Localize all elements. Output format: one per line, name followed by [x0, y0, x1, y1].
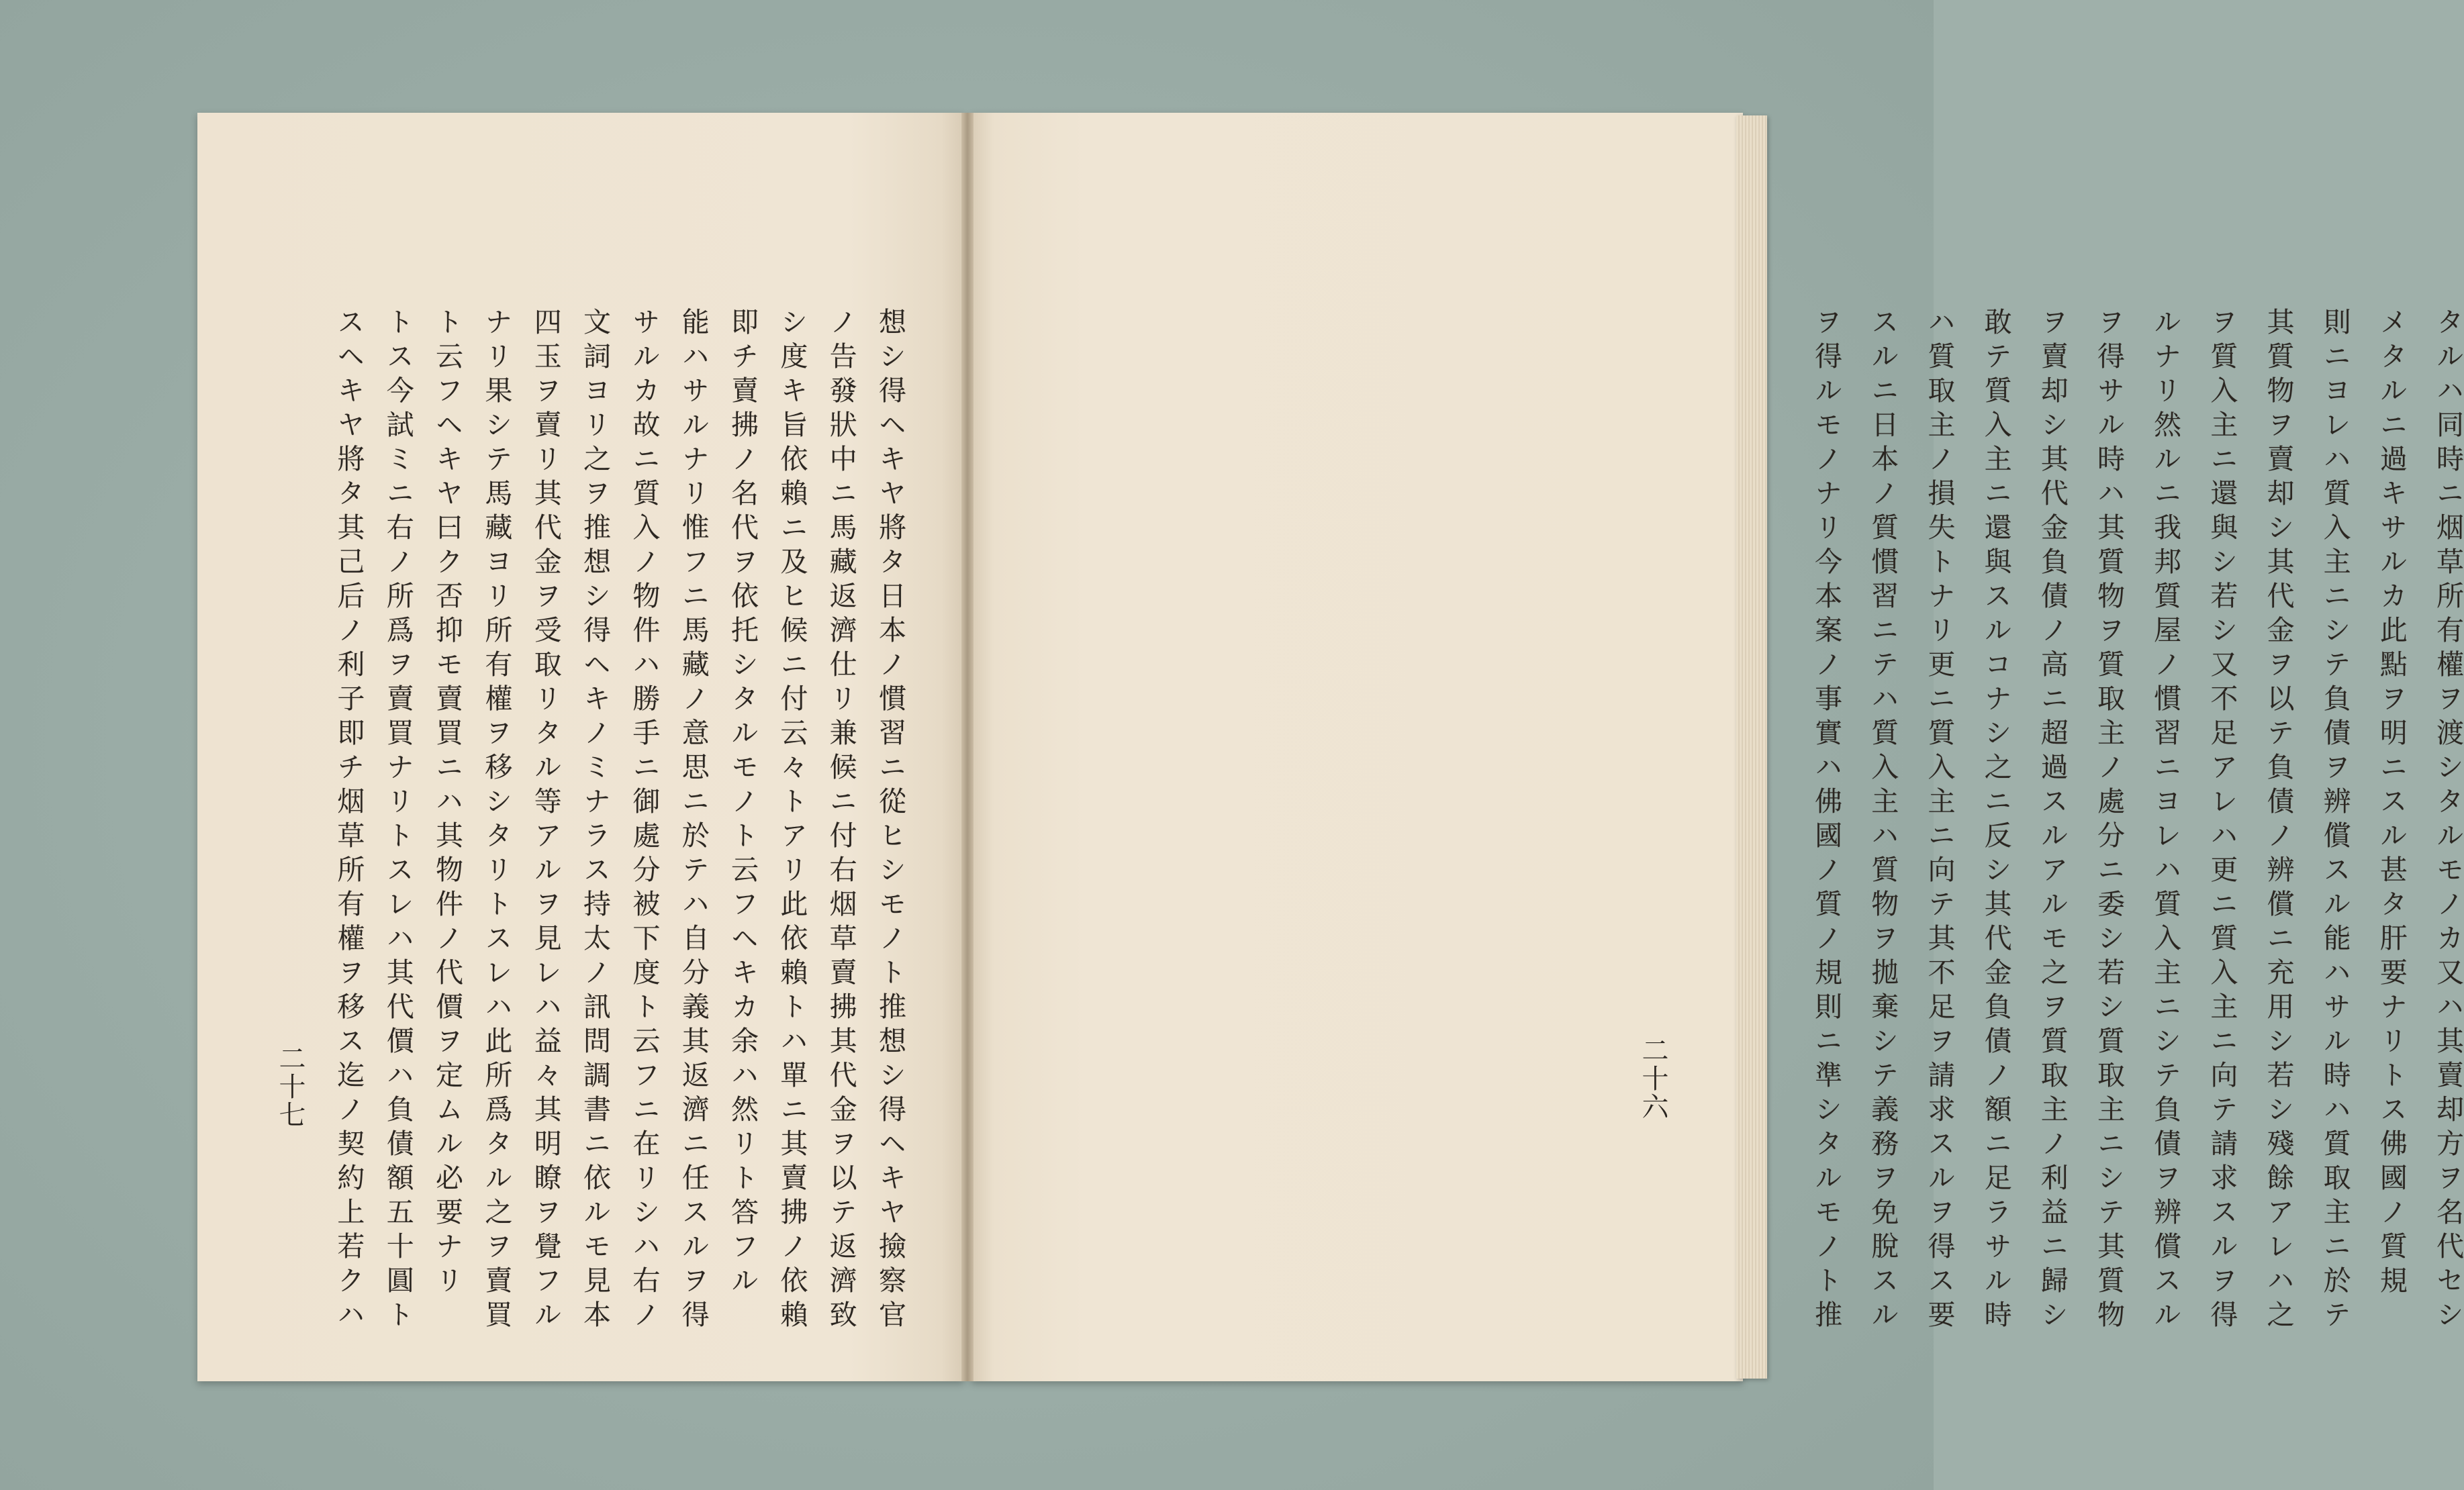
text-column: ト云フヘキヤ曰ク否抑モ賣買ニハ其物件ノ代價ヲ定ムル必要ナリ	[431, 307, 464, 1300]
text-column: タルハ同時ニ烟草所有權ヲ渡シタルモノカ又ハ其賣却方ヲ名代セシ	[2432, 307, 2464, 1334]
text-column: ヲ賣却シ其代金負債ノ高ニ超過スルアルモ之ヲ質取主ノ利益ニ歸シ	[2036, 307, 2069, 1334]
text-column: 能ハサルナリ惟フニ馬藏ノ意思ニ於テハ自分義其返濟ニ任スルヲ得	[677, 307, 710, 1334]
text-column: 想シ得ヘキヤ將タ日本ノ慣習ニ從ヒシモノト推想シ得ヘキヤ撿察官	[874, 307, 906, 1334]
right-page	[971, 113, 2464, 1381]
text-column: サルカ故ニ質入ノ物件ハ勝手ニ御處分被下度ト云フニ在リシハ右ノ	[628, 307, 661, 1334]
text-column: ヲ得ルモノナリ今本案ノ事實ハ佛國ノ質ノ規則ニ準シタルモノト推	[1810, 307, 1843, 1334]
left-page-number: 二十七	[275, 1044, 305, 1129]
text-column: 文詞ヨリ之ヲ推想シ得ヘキノミナラス持太ノ訊問調書ニ依ルモ見本	[579, 307, 612, 1334]
right-page-text	[1783, 307, 2464, 1381]
text-column: ヲ質入主ニ還與シ若シ又不足アレハ更ニ質入主ニ向テ請求スルヲ得	[2206, 307, 2238, 1334]
text-column: ナリ果シテ馬藏ヨリ所有權ヲ移シタリトスレハ此所爲タル之ヲ賣買	[480, 307, 513, 1334]
text-column: 四玉ヲ賣リ其代金ヲ受取リタル等アルヲ見レハ益々其明瞭ヲ覺フル	[529, 307, 562, 1334]
text-column: ヲ得サル時ハ其質物ヲ質取主ノ處分ニ委シ若シ質取主ニシテ其質物	[2092, 307, 2125, 1334]
text-column: 即チ賣拂ノ名代ヲ依托シタルモノト云フヘキカ余ハ然リト答フル	[726, 307, 759, 1300]
left-page-text	[313, 307, 904, 1381]
text-column: メタルニ過キサルカ此點ヲ明ニスル甚タ肝要ナリトス佛國ノ質規	[2375, 307, 2408, 1300]
text-column: 其質物ヲ賣却シ其代金ヲ以テ負債ノ辨償ニ充用シ若シ殘餘アレハ之	[2262, 307, 2295, 1334]
right-page-number: 二十六	[1638, 1036, 1668, 1121]
text-column: トス今試ミニ右ノ所爲ヲ賣買ナリトスレハ其代價ハ負債額五十圓ト	[381, 307, 414, 1334]
text-column: スヘキヤ將タ其己后ノ利子即チ烟草所有權ヲ移ス迄ノ契約上若クハ	[332, 307, 365, 1334]
text-column: ハ質取主ノ損失トナリ更ニ質入主ニ向テ其不足ヲ請求スルヲ得ス要	[1923, 307, 1956, 1334]
book-gutter	[961, 113, 974, 1381]
text-column: スルニ日本ノ質慣習ニテハ質入主ハ質物ヲ拋棄シテ義務ヲ免脫スル	[1866, 307, 1899, 1334]
open-book	[197, 113, 2464, 1381]
text-column: シ度キ旨依賴ニ及ヒ候ニ付云々トアリ此依賴トハ單ニ其賣拂ノ依賴	[775, 307, 808, 1334]
text-column: 則ニヨレハ質入主ニシテ負債ヲ辨償スル能ハサル時ハ質取主ニ於テ	[2318, 307, 2351, 1334]
text-column: ルナリ然ルニ我邦質屋ノ慣習ニヨレハ質入主ニシテ負債ヲ辨償スル	[2149, 307, 2182, 1334]
left-page	[197, 113, 964, 1381]
page-edges	[1736, 115, 1767, 1379]
text-column: 敢テ質入主ニ還與スルコナシ之ニ反シ其代金負債ノ額ニ足ラサル時	[1979, 307, 2012, 1334]
text-column: ノ告發狀中ニ馬藏返濟仕リ兼候ニ付右烟草賣拂其代金ヲ以テ返濟致	[824, 307, 857, 1334]
